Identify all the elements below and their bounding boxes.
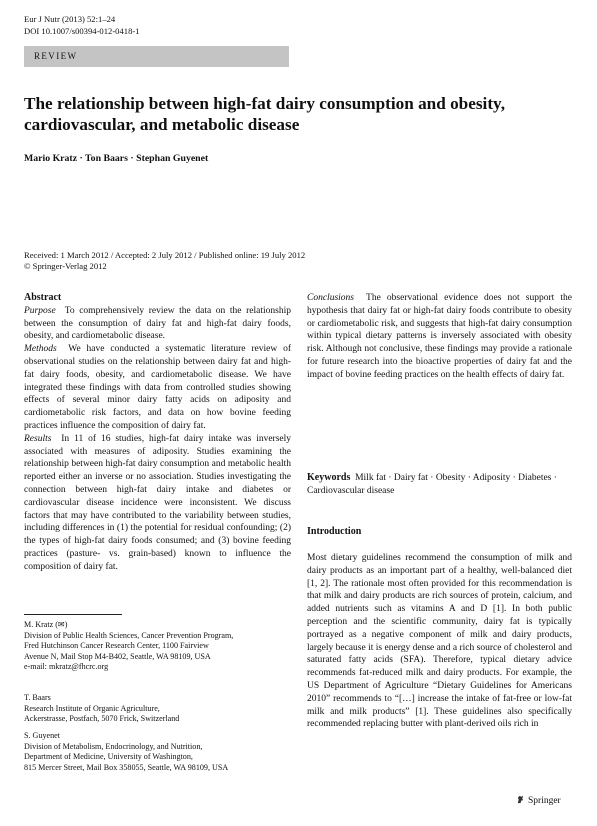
results-label: Results (24, 433, 52, 444)
publisher-logo (516, 795, 561, 806)
methods-text: We have conducted a systematic literature review of observational studies on the relationship between dairy fat and high-fat dairy foods, obesity, and cardiometabolic disease. We have integrated these findings with data from controlled studies showing effects of several minor dairy fatty acids on adiposity and cardiometabolic risk factors, and data on how bovine feeding practices influence the composition of dairy fat. (24, 344, 291, 431)
affiliation-line: 815 Mercer Street, Mail Box 358055, Seattle, WA 98109, USA (24, 762, 229, 772)
article-type-label: REVIEW (34, 51, 78, 61)
journal-citation: Eur J Nutr (2013) 52:1–24 (24, 14, 116, 24)
affiliation-kratz (24, 620, 294, 673)
affiliation-line: Research Institute of Organic Agriculture, (24, 703, 160, 713)
purpose-label: Purpose (24, 305, 56, 316)
title-line: The relationship between high-fat dairy consumption and obesity, (24, 94, 505, 113)
publisher-name: Springer (528, 796, 561, 806)
methods-label: Methods (24, 344, 57, 355)
introduction-text: Most dietary guidelines recommend the consumption of milk and dairy products as an important part of a healthy, well-balanced diet [1, 2]. The rationale most often provided for this recommendation is that milk and dairy products are rich sources of protein, calcium, and added nutrients such as vitamins A and D [1]. In both public perception and the scientific community, dairy fat is typically portrayed as a negative component of milk and dairy products, largely because it is energy dense and a rich source of cholesterol and saturated fatty acids (SFA). Therefore, typical dietary advice recommends fat-reduced milk and dairy products. For example, the US Department of Agriculture “Dietary Guidelines for Americans 2010” recommends to “[…] increase the intake of fat-free or low-fat milk and milk products” [1]. These guidelines also specifically recommended replacing butter with plant-derived oils rich in (307, 553, 572, 730)
publication-dates: Received: 1 March 2012 / Accepted: 2 July 2012 / Published online: 19 July 2012 (24, 250, 306, 260)
copyright: © Springer-Verlag 2012 (24, 261, 107, 271)
email[interactable]: e-mail: mkratz@fhcrc.org (24, 662, 109, 672)
footnote-divider (24, 614, 122, 615)
affiliation-line: Ackerstrasse, Postfach, 5070 Frick, Switzerland (24, 714, 180, 724)
keywords-label: Keywords (307, 472, 351, 483)
article-history (24, 250, 305, 272)
affiliation-line: Division of Metabolism, Endocrinology, and Nutrition, (24, 741, 203, 751)
purpose-text: To comprehensively review the data on the relationship between the consumption of dairy fat and high-fat dairy foods, obesity, and cardiometabolic disease. (24, 305, 291, 342)
abstract-continued (307, 292, 572, 382)
keywords (307, 472, 572, 498)
abstract (24, 292, 291, 574)
title-line: cardiovascular, and metabolic disease (24, 115, 300, 134)
affiliation-line: M. Kratz (✉) (24, 620, 68, 629)
affiliation-line: Avenue N, Mail Stop M4-B402, Seattle, WA 98109, USA (24, 651, 211, 661)
conclusions-text: The observational evidence does not support the hypothesis that dairy fat or high-fat dairy foods contribute to obesity or cardiometabolic risk, and suggests that high-fat dairy consumption within typical dietary patterns is inversely associated with obesity risk. Although not conclusive, these findings may provide a rationale for future research into the bioactive properties of dairy fat and the impact of bovine feeding practices on the health effects of dairy fat. (307, 293, 572, 380)
affiliation-guyenet (24, 731, 294, 773)
affiliation-line: T. Baars (24, 693, 51, 702)
conclusions-label: Conclusions (307, 293, 354, 303)
keywords-text: Milk fat · Dairy fat · Obesity · Adiposity · Diabetes · Cardiovascular disease (307, 473, 557, 496)
affiliation-baars (24, 693, 294, 725)
abstract-heading: Abstract (24, 292, 62, 303)
doi: DOI 10.1007/s00394-012-0418-1 (24, 26, 140, 36)
affiliation-line: S. Guyenet (24, 731, 60, 740)
affiliation-line: Fred Hutchinson Cancer Research Center, 1100 Fairview (24, 641, 209, 651)
springer-horse-icon (516, 795, 525, 804)
article-title (24, 93, 564, 135)
introduction-heading: Introduction (307, 526, 362, 537)
author-list: Mario Kratz · Ton Baars · Stephan Guyenet (24, 153, 209, 164)
article-type-banner (24, 46, 289, 67)
affiliation-line: Division of Public Health Sciences, Cancer Prevention Program, (24, 630, 234, 640)
results-text: In 11 of 16 studies, high-fat dairy intake was inversely associated with measures of adiposity. Studies examining the relationship between high-fat dairy consumption and metabolic health reported either an inverse or no association. Studies investigating the connection between high-fat dairy intake and diabetes or cardiovascular disease incidence were inconsistent. We discuss factors that may have contributed to the variability between studies, including differences in (1) the potential for residual confounding; (2) the types of high-fat dairy foods consumed; and (3) bovine feeding practices (pasture- vs. grain-based) known to influence the composition of dairy fat. (24, 433, 292, 572)
affiliation-line: Department of Medicine, University of Washington, (24, 752, 193, 762)
